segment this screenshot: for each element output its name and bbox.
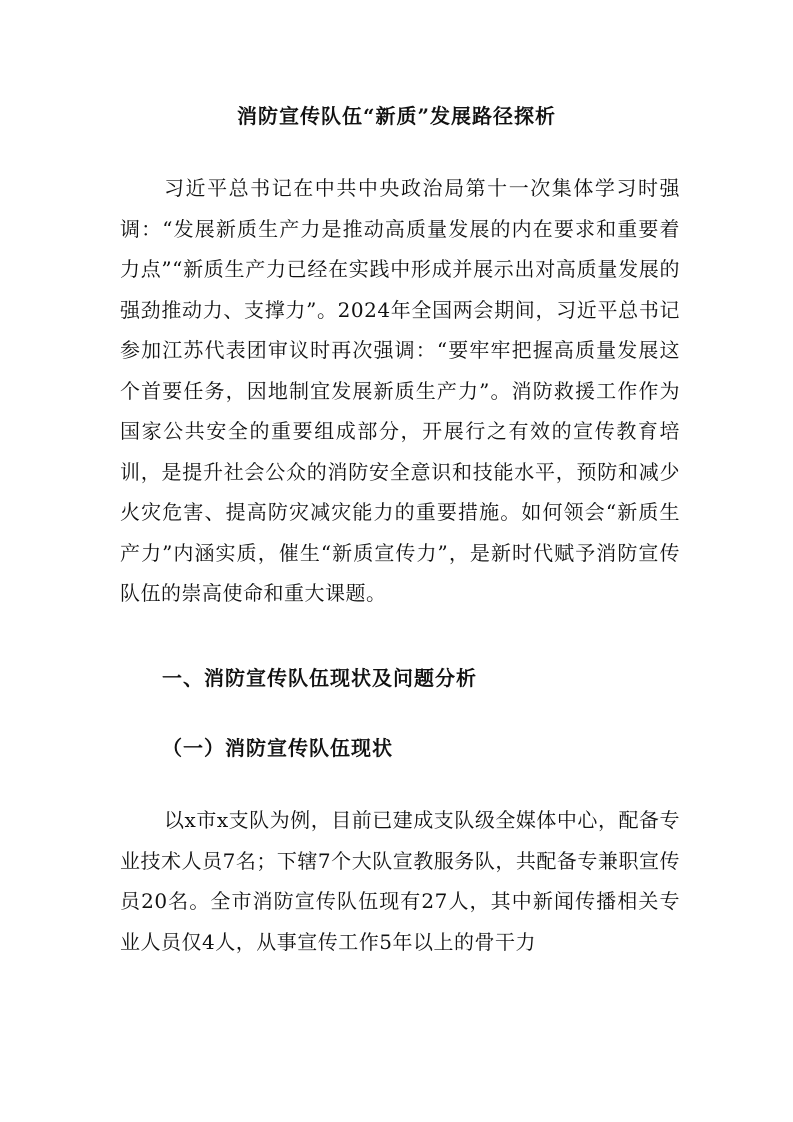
paragraph-text: 以x市x支队为例，目前已建成支队级全媒体中心，配备专业技术人员7名；下辖7个大队宣教服务队，共配备专兼职宣传员20名。全市消防宣传队伍现有27人，其中新闻传播相关专业人员仅4人，从事宣传工作5年以上的骨干力 [120, 808, 680, 954]
section-heading: 一、消防宣传队伍现状及问题分析 [162, 666, 477, 690]
status-paragraph [120, 800, 680, 962]
paragraph-text: 习近平总书记在中共中央政治局第十一次集体学习时强调：“发展新质生产力是推动高质量发展的内在要求和重要着力点”“新质生产力已经在实践中形成并展示出对高质量发展的强劲推动力、支撑力”。2024年全国两会期间，习近平总书记参加江苏代表团审议时再次强调：“要牢牢把握高质量发展这个首要任务，因地制宜发展新质生产力”。消防救援工作作为国家公共安全的重要组成部分，开展行之有效的宣传教育培训，是提升社会公众的消防安全意识和技能水平，预防和减少火灾危害、提高防灾减灾能力的重要措施。如何领会“新质生产力”内涵实质，催生“新质宣传力”，是新时代赋予消防宣传队伍的崇高使命和重大课题。 [120, 176, 680, 605]
intro-paragraph [120, 168, 680, 614]
subsection-heading: （一）消防宣传队伍现状 [162, 736, 393, 760]
document-title: 消防宣传队伍“新质”发展路径探析 [236, 104, 556, 128]
